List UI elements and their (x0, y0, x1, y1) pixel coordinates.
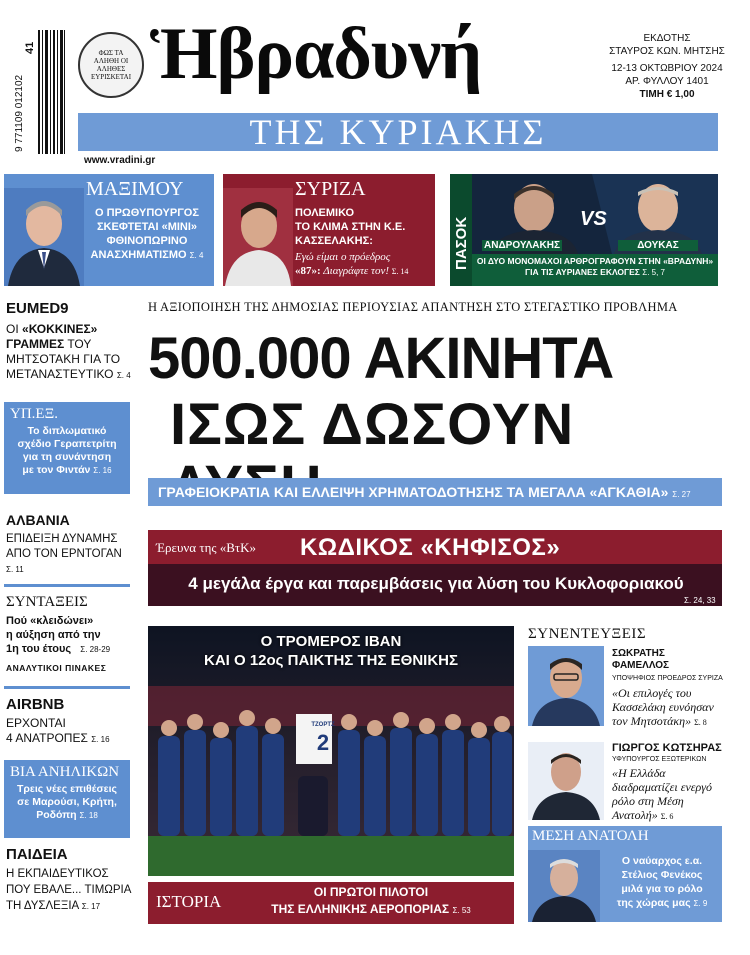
interviewee-1-name: ΣΩΚΡΑΤΗΣ (612, 648, 665, 659)
ypex-title: ΥΠ.ΕΞ. (10, 406, 58, 422)
interviewee-2-name: ΓΙΩΡΓΟΣ ΚΩΤΣΗΡΑΣ (612, 742, 722, 754)
publisher-label: ΕΚΔΟΤΗΣ (643, 33, 691, 44)
lead-headline-1[interactable]: 500.000 ΑΚΙΝΗΤΑ (148, 326, 614, 391)
name-left: ΑΝΔΡΟΥΛΑΚΗΣ (482, 240, 562, 251)
teaser-title: ΣΥΡΙΖΑ (295, 178, 366, 200)
history-label: ΙΣΤΟΡΙΑ (156, 892, 222, 911)
issue-code: 41 (24, 41, 36, 54)
violence-title: ΒΙΑ ΑΝΗΛΙΚΩΝ (10, 764, 120, 780)
middle-east-title: ΜΕΣΗ ΑΝΑΤΟΛΗ (532, 828, 649, 844)
teaser-title: ΜΑΞΙΜΟΥ (86, 178, 184, 200)
education-title: ΠΑΙΔΕΙΑ (6, 846, 68, 863)
subtitle: ΤΗΣ ΚΥΡΙΑΚΗΣ (249, 112, 547, 152)
interviewee-1-surname: ΦΑΜΕΛΛΟΣ (612, 660, 670, 671)
interviews-header: ΣΥΝΕΝΤΕΥΞΕΙΣ (528, 626, 647, 642)
jersey-name: ΤΖΟΡΤΖ (311, 722, 335, 728)
interviewee-1-quote[interactable]: «Οι επιλογές του Κασσελάκη ευνόησαν τον Μητσοτάκη» Σ. 8 (612, 686, 714, 728)
publication-info (592, 32, 742, 101)
teaser-text: ΠΟΛΕΜΙΚΟ ΤΟ ΚΛΙΜΑ ΣΤΗΝ Κ.Ε. ΚΑΣΣΕΛΑΚΗΣ: (295, 207, 406, 247)
interviewee-2-quote[interactable]: «Η Ελλάδα διαδραματίζει ενεργό ρόλο στη Μέση Ανατολή» Σ. 6 (612, 766, 712, 822)
publisher-name: ΣΤΑΥΡΟΣ ΚΩΝ. ΜΗΤΣΗΣ (609, 46, 725, 57)
lead-subline[interactable]: ΓΡΑΦΕΙΟΚΡΑΤΙΑ ΚΑΙ ΕΛΛΕΙΨΗ ΧΡΗΜΑΤΟΔΟΤΗΣΗΣ ΤΑ ΜΕΓΑΛΑ «ΑΓΚΑΘΙΑ» Σ. 27 (148, 478, 722, 506)
teaser-pasok[interactable] (450, 174, 718, 286)
teaser-text: Ο ΠΡΩΘΥΠΟΥΡΓΟΣ ΣΚΕΦΤΕΤΑΙ «ΜΙΝΙ» ΦΘΙΝΟΠΩΡΙΝΟ ΑΝΑΣΧΗΜΑΤΙΣΜΟ Σ. 4 (90, 207, 204, 261)
interviewee-1-role: ΥΠΟΨΗΦΙΟΣ ΠΡΟΕΔΡΟΣ ΣΥΡΙΖΑ (612, 675, 723, 682)
seal-logo: ΦΩΣ ΤΑ ΑΛΗΘΗ ΟΙ ΑΛΗΘΕΣ ΕΥΡΙΣΚΕΤΑΙ (78, 32, 144, 98)
violence-text: Τρεις νέες επιθέσεις σε Μαρούσι, Κρήτη, Ροδόπη Σ. 18 (16, 783, 118, 821)
issue-date: 12-13 ΟΚΤΩΒΡΙΟΥ 2024 (611, 63, 723, 74)
albania-text[interactable]: ΕΠΙΔΕΙΞΗ ΔΥΝΑΜΗΣ ΑΠΟ ΤΟΝ ΕΡΝΤΟΓΑΝ Σ. 11 (6, 533, 122, 574)
kasselakis-portrait (223, 188, 293, 286)
newspaper-logo: Ἡβραδυνή (150, 13, 482, 95)
eumed-text[interactable]: ΟΙ «ΚΟΚΚΙΝΕΣ» ΓΡΑΜΜΕΣ ΤΟΥ ΜΗΤΣΟΤΑΚΗ ΓΙΑ ΤΟ ΜΕΤΑΝΑΣΤΕΥΤΙΚΟ Σ. 4 (6, 322, 131, 381)
teaser-text: ΟΙ ΔΥΟ ΜΟΝΟΜΑΧΟΙ ΑΡΘΡΟΓΡΑΦΟΥΝ ΣΤΗΝ «ΒΡΑΔΥΝΗ» ΓΙΑ ΤΙΣ ΑΥΡΙΑΝΕΣ ΕΚΛΟΓΕΣ Σ. 5, 7 (476, 256, 714, 277)
ypex-box[interactable] (4, 402, 130, 494)
lead-kicker: Η ΑΞΙΟΠΟΙΗΣΗ ΤΗΣ ΔΗΜΟΣΙΑΣ ΠΕΡΙΟΥΣΙΑΣ ΑΠΑΝΤΗΣΗ ΣΤΟ ΣΤΕΓΑΣΤΙΚΟ ΠΡΟΒΛΗΜΑ (148, 300, 678, 314)
kifisos-title: ΚΩΔΙΚΟΣ «ΚΗΦΙΣΟΣ» (300, 534, 561, 561)
divider (4, 686, 130, 689)
issue-number: ΑΡ. ΦΥΛΛΟΥ 1401 (625, 76, 709, 87)
barcode-number: 9 771109 012102 (14, 74, 25, 152)
albania-title: ΑΛΒΑΝΙΑ (6, 512, 70, 528)
kifisos-ref: Σ. 24, 33 (684, 596, 716, 605)
pensions-text[interactable]: Πού «κλειδώνει» η αύξηση από την 1η του έτους Σ. 28-29 ΑΝΑΛΥΤΙΚΟΙ ΠΙΝΑΚΕΣ (6, 615, 111, 673)
party-label: ΠΑΣΟΚ (453, 216, 470, 270)
teaser-quote: Εγώ είμαι ο πρόεδρος «87»: Διαγράφτε τον! Σ. 14 (295, 251, 409, 277)
kifisos-subtitle: 4 μεγάλα έργα και παρεμβάσεις για λύση του Κυκλοφοριακού (188, 574, 684, 593)
kifisos-source: Έρευνα της «ΒτΚ» (156, 540, 257, 555)
pm-portrait (4, 188, 84, 286)
airbnb-text[interactable]: ΕΡΧΟΝΤΑΙ 4 ΑΝΑΤΡΟΠΕΣ Σ. 16 (6, 716, 110, 745)
versus-label: VS (580, 208, 607, 230)
name-right: ΔΟΥΚΑΣ (618, 240, 698, 251)
ypex-text: Το διπλωματικό σχέδιο Γεραπετρίτη για τη συνάντηση με τον Φιντάν Σ. 16 (17, 425, 117, 476)
kotsiras-portrait (528, 742, 604, 820)
photo-caption: Ο ΤΡΟΜΕΡΟΣ ΙΒΑΝ ΚΑΙ Ο 12ος ΠΑΙΚΤΗΣ ΤΗΣ ΕΘΝΙΚΗΣ (204, 633, 458, 669)
lead-headline-2[interactable]: ΙΣΩΣ ΔΩΣΟΥΝ (170, 392, 575, 457)
airbnb-title: AIRBNB (6, 696, 65, 713)
teaser-maximou[interactable] (4, 174, 214, 286)
price: ΤΙΜΗ € 1,00 (639, 89, 695, 100)
violence-box[interactable] (4, 760, 130, 838)
website[interactable]: www.vradini.gr (84, 155, 156, 166)
pensions-title: ΣΥΝΤΑΞΕΙΣ (6, 594, 88, 610)
national-team-photo[interactable] (148, 626, 514, 876)
middle-east-text: Ο ναύαρχος ε.α. Στέλιος Φενέκος μιλά για το ρόλο της χώρας μας Σ. 9 (616, 855, 708, 909)
fenekos-portrait (528, 850, 600, 922)
jersey-number: 2 (316, 730, 330, 755)
divider (4, 584, 130, 587)
history-title: ΟΙ ΠΡΩΤΟΙ ΠΙΛΟΤΟΙ ΤΗΣ ΕΛΛΗΝΙΚΗΣ ΑΕΡΟΠΟΡΙΑΣ Σ. 53 (271, 885, 471, 916)
teaser-syriza[interactable] (223, 174, 435, 286)
interviewee-2-role: ΥΦΥΠΟΥΡΓΟΣ ΕΞΩΤΕΡΙΚΩΝ (612, 756, 707, 763)
famellos-portrait (528, 646, 604, 726)
education-text[interactable]: Η ΕΚΠΑΙΔΕΥΤΙΚΟΣ ΠΟΥ ΕΒΑΛΕ... ΤΙΜΩΡΙΑ ΤΗ ΔΥΣΛΕΞΙΑ Σ. 17 (6, 868, 132, 912)
eumed-title: EUMED9 (6, 300, 69, 317)
